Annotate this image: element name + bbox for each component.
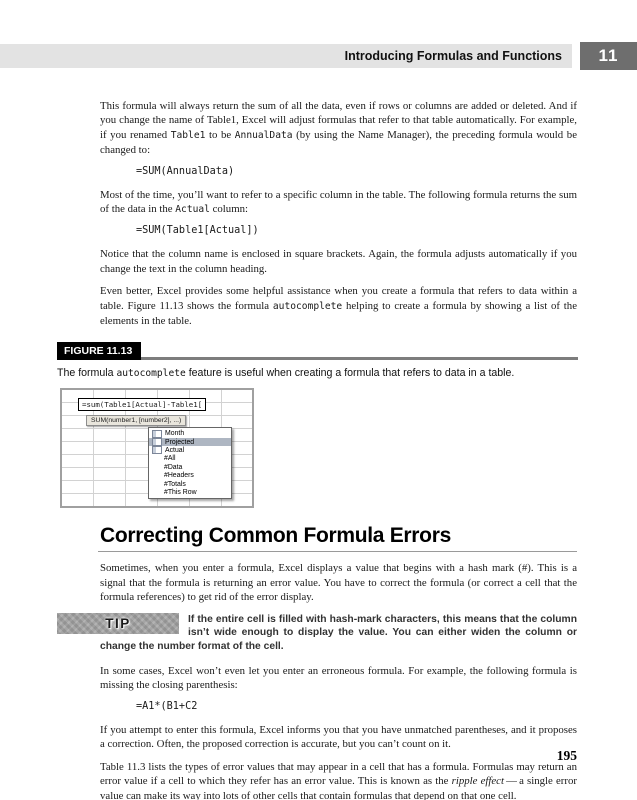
dropdown-item [149,463,231,471]
dropdown-item-label: Projected [165,438,195,446]
figure-label: FIGURE 11.13 [57,342,141,360]
inline-code: AnnualData [234,129,293,141]
dropdown-item [149,455,231,463]
figure-rule [141,357,578,360]
paragraph-text: This formula will always return the sum of all the data, even if rows or columns are added or deleted. And if you change the name of Table1, Excel will adjust formulas that refer to that table automatically. For example, if you renamed [100,100,577,141]
dropdown-item-label: #Data [164,463,183,471]
chapter-number-tab: 11 [580,42,637,70]
tip-badge-label: TIP [105,615,131,631]
section-heading-rule [98,551,577,552]
paragraph: Notice that the column name is enclosed in square brackets. Again, the formula adjusts automatically if you change the text in the column heading. [100,248,577,275]
dropdown-item-selected [149,438,231,446]
tip-text: If the entire cell is filled with hash-mark characters, this means that the column isn’t wide enough to display the value. You can either widen the column or change the number format of the cell. [100,613,577,653]
dropdown-item [149,471,231,479]
figure-label-row [57,342,578,360]
dropdown-item [149,488,231,496]
dropdown-item [149,429,231,437]
paragraph-text: helping to create a formula by showing a list of the elements in the table. [100,299,577,328]
dropdown-item-label: #Headers [164,472,194,480]
running-header-title: Introducing Formulas and Functions [344,49,562,63]
table-column-icon [152,438,162,446]
code-block: =SUM(AnnualData) [136,165,235,177]
paragraph-text: Even better, Excel provides some helpful assistance when you create a formula that refers to data within a table. Figure 11.13 shows the formula [100,285,577,312]
paragraph-text: Table 11.3 lists the types of error values that may appear in a cell that has a formula. Formulas may return an error value if a cell to which they refer has an error value. This is known as the [100,760,577,788]
dropdown-item [149,480,231,488]
inline-code: Table1 [170,129,206,141]
paragraph [100,284,577,328]
italic-term: ripple effect [451,775,504,788]
code-block: =SUM(Table1[Actual]) [136,225,259,237]
paragraph [100,188,577,218]
dropdown-item-label: Month [165,430,185,438]
figure-caption [57,367,577,379]
page-content [57,99,577,800]
excel-screenshot-figure [60,388,254,508]
inline-code: Actual [175,204,210,216]
autocomplete-dropdown [148,427,232,498]
paragraph-text: Most of the time, you’ll want to refer to a specific column in the table. The following formula returns the sum of the data in the [100,188,577,216]
tip-badge [57,613,179,634]
formula-cell: =sum(Table1[Actual]-Table1[ [78,398,206,411]
running-header-bar [0,44,572,68]
paragraph: In some cases, Excel won’t even let you enter an erroneous formula. For example, the following formula is missing the closing parenthesis: [100,665,577,692]
dropdown-item-label: #This Row [164,488,197,496]
paragraph: Sometimes, when you enter a formula, Excel displays a value that begins with a hash mark (#). This is a signal that the formula is returning an error value. You have to correct the formula (or correct a cell that the formula references) to get rid of the error display. [100,562,577,604]
dropdown-item-label: #Totals [164,480,186,488]
tip-box [100,613,577,654]
section-heading: Correcting Common Formula Errors [100,524,451,548]
caption-text: The formula [57,367,117,380]
paragraph [100,760,577,800]
dropdown-item [149,446,231,454]
caption-text: feature is useful when creating a formula that refers to data in a table. [185,367,515,380]
function-tooltip: SUM(number1, [number2], ...) [86,415,186,426]
inline-code: autocomplete [116,368,186,380]
paragraph: If you attempt to enter this formula, Excel informs you that you have unmatched parentheses, and it proposes a correction. Often, the proposed correction is accurate, but you can’t count on it. [100,723,577,751]
paragraph-text: column: [209,203,249,216]
dropdown-item-label: #All [164,455,176,463]
dropdown-item-label: Actual [165,446,185,454]
paragraph [100,99,577,158]
paragraph-text: (by using the Name Manager), the preceding formula would be changed to: [100,128,577,157]
inline-code: autocomplete [272,300,343,312]
paragraph-text: — a single error value can make its way into lots of other cells that contain formulas that depend on that one cell. [100,775,577,800]
page-number: 195 [556,748,577,763]
table-column-icon [152,430,162,438]
paragraph-text: to be [205,128,235,141]
table-column-icon [152,446,162,454]
code-block: =A1*(B1+C2 [136,700,198,712]
